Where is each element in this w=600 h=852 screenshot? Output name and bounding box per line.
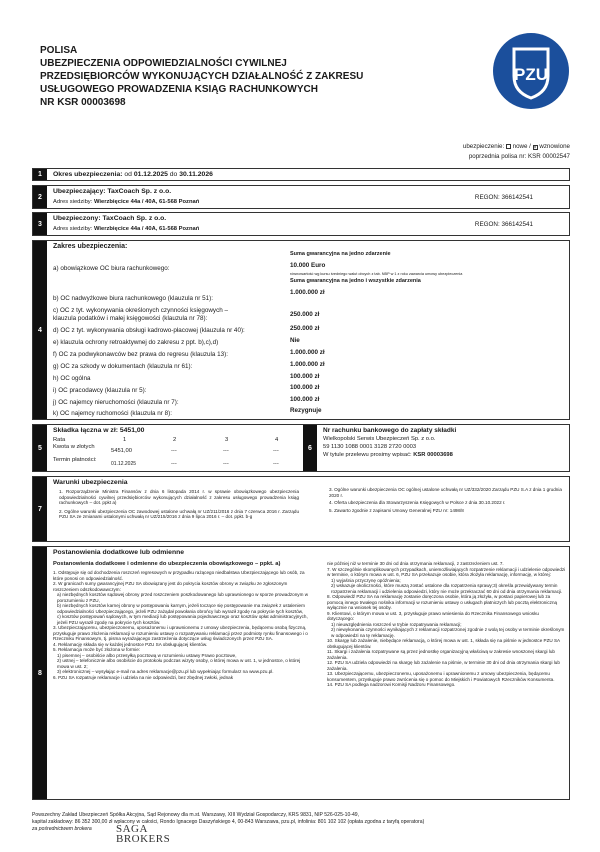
- insured-regon: REGON: 366142541: [474, 221, 533, 228]
- provision-item: 2. W granicach sumy gwarancyjnej PZU SA obowiązany jest do pokrycia kosztów obrony w związku ze zgłoszonym roszczeniem odszkodowawczym:: [53, 581, 288, 592]
- provision-item: 10. Skargę lub zażalenie, niebędące reklamacją, o której mowa w ust. 1, składa się na piśmie w jednostce PZU SA obsługującej klientów.: [327, 638, 560, 649]
- installment-due: ---: [273, 461, 279, 467]
- coverage-item-value: Rezygnuje: [290, 407, 322, 414]
- provision-item: 9. Klientowi, o którym mowa w ust. 3, przysługuje prawo wniesienia do Rzecznika Finansowego wniosku dotyczącego:: [327, 610, 539, 621]
- provision-item: 6. PZU SA rozpatruje reklamacje i udziela na nie odpowiedzi, bez zbędnej zwłoki, jednak: [53, 674, 234, 680]
- coverage-item-label: b) OC nadwyżkowe biura rachunkowego (klauzula nr 51):: [53, 295, 213, 302]
- bank-title: Nr rachunku bankowego do zapłaty składki: [323, 427, 457, 434]
- logo-text: PZU: [514, 65, 548, 84]
- provisions-title: Postanowienia dodatkowe lub odmienne: [53, 549, 185, 556]
- policyholder-address: Wierzbięcice 44a / 40A, 61-568 Poznań: [93, 199, 200, 205]
- terms-item: 4. Oferta ubezpieczenia dla Stowarzyszenia Księgowych w Polsce z dnia 30.10.2022 r.: [329, 500, 506, 505]
- installment-amount: 5451,00: [111, 448, 132, 454]
- section-number: 5: [33, 425, 47, 471]
- installment-due: ---: [223, 461, 229, 467]
- policy-status: ubezpieczenie: nowe / × wznowione poprzednia polisa nr: KSR 00002547: [390, 142, 570, 162]
- coverage-item-value: Nie: [290, 337, 300, 344]
- provision-item: 13. Ubezpieczającemu, ubezpieczonemu, uposażonemu i uprawnionemu z umowy ubezpieczenia, będącemu konsumentem, przysługuje prawo zwrócenia się o pomoc do Miejskich i Powiatowych Rzeczników Konsumenta.: [327, 671, 555, 682]
- limit-header-aggregate: Suma gwarancyjna na jedno i wszystkie zdarzenia: [290, 278, 421, 284]
- terms-item: 3. Ogólne warunki ubezpieczenia OC ogólnej ustalone uchwałą nr UZ/332/2020 Zarządu PZU S.A z dnia 1 grudnia 2020 r.: [329, 487, 562, 498]
- provision-item: 1) wyjaśnia przyczynę opóźnienia;: [331, 577, 401, 583]
- coverage-item-value: 100.000 zł: [290, 384, 320, 391]
- coverage-item-label: h) OC ogólna: [53, 375, 91, 382]
- provision-item: nie później niż w terminie 30 dni od dnia otrzymania reklamacji, z zastrzeżeniem ust. 7.: [327, 561, 504, 566]
- coverage-item-value: 100.000 zł: [290, 373, 320, 380]
- installment-amount: ---: [223, 448, 229, 454]
- provision-item: 1) pisemnej – osobiście albo przesyłką pocztową w rozumieniu ustawy Prawo pocztowe,: [57, 652, 237, 658]
- section-number: 3: [33, 213, 47, 235]
- installment-number: 4: [275, 437, 279, 443]
- provision-item: b) niezbędnych kosztów karnej obrony w postępowaniu karnym, jeżeli toczące się postępowanie ma związek z ustaleniem odpowiedzialności Ubezpieczającego, jeżeli PZU zażądał powołania obrońcy lub wyraził zgodę na pokrycie tych kosztów,: [57, 603, 305, 614]
- section-number: 1: [33, 169, 47, 180]
- terms-title: Warunki ubezpieczenia: [53, 479, 128, 486]
- installment-number: 3: [225, 437, 229, 443]
- policyholder-regon: REGON: 366142541: [474, 194, 533, 201]
- premium-total: Składka łączna w zł: 5451,00: [53, 427, 145, 434]
- coverage-item-value: 1.000.000 zł: [290, 361, 325, 368]
- installment-number: 2: [173, 437, 177, 443]
- provision-item: 3. Ubezpieczającemu, ubezpieczonemu, uposażonemu i uprawnionemu z umowy ubezpieczenia, będącemu osobą fizyczną, przysługuje prawo złożenia reklamacji w rozumieniu ustawy o rozpatrywaniu reklamacji przez podmioty rynku finansowego i o Rzeczniku Finansowym, tj. pisma wyrażającego zastrzeżenia dotyczące usług świadczonych przez PZU SA.: [53, 625, 308, 641]
- policy-header: [40, 44, 380, 109]
- installment-number: 1: [123, 437, 127, 443]
- section-number: 6: [303, 425, 317, 471]
- provisions-subtitle: Postanowienia dodatkowe i odmienne do ubezpieczenia obowiązkowego – ppkt. a): [53, 561, 281, 567]
- currency-note: równowartość wg kursu średniego walut obcych z tab. NBP w 1 z roku zawarcia umowy ubezpieczenia: [290, 272, 463, 276]
- previous-policy: poprzednia polisa nr: KSR 00002547: [468, 153, 570, 160]
- section-terms: [32, 476, 570, 542]
- payment-reference: KSR 00003698: [413, 452, 453, 458]
- coverage-item-label: i) OC pracodawcy (klauzula nr 5):: [53, 387, 147, 394]
- provision-item: a) niezbędnych kosztów sądowej obrony przed roszczeniem poszkodowanego lub uprawnionego w sporze prowadzonym w porozumieniu z PZU,: [57, 592, 309, 603]
- terms-item: 2. Ogólne warunki ubezpieczenia OC zawodowej ustalone uchwałą nr UZ/211/2016 z dnia 7 czerwca 2016 r. Zarządu PZU SA ze zmianami ustalonymi uchwałą nr UZ/215/2016 z dnia 9 lipca 2016 r. – dot. ppkt. b-g: [59, 508, 299, 519]
- section-insurance-period: 1 Okres ubezpieczenia: od 01.12.2025 do 30.11.2026: [32, 168, 570, 181]
- checkbox-renewal[interactable]: ×: [533, 144, 537, 151]
- section-additional-provisions: [32, 546, 570, 800]
- section-number: 8: [33, 547, 47, 799]
- coverage-item-label: klauzula podatków i małej księgowości (klauzula nr 78):: [53, 315, 208, 322]
- footer: [32, 812, 572, 832]
- insured-address: Wierzbięcice 44a / 40A, 61-568 Poznań: [93, 226, 200, 232]
- section-insured: 3 Ubezpieczony: TaxCoach Sp. z o.o. Adres siedziby: Wierzbięcice 44a / 40A, 61-568 Poznań REGON: 366142541: [32, 212, 570, 236]
- provision-item: 2) wskazuje okoliczności, które muszą zostać ustalone dla rozpatrzenia sprawy;3) określa przewidywany termin rozpatrzenia reklamacji i udzielenia odpowiedzi, który nie może przekraczać 60 dni od dnia otrzymania reklamacji.: [331, 583, 563, 594]
- provision-item: 11. Skargi i zażalenia rozpatrywane są przez jednostkę organizacyjną właściwą w zakresie wnoszonej skargi lub zażalenia.: [327, 649, 555, 660]
- section-number: 7: [33, 477, 47, 541]
- bank-account: 59 1130 1088 0001 3128 2720 0003: [323, 444, 417, 450]
- period-to: 30.11.2026: [179, 171, 213, 178]
- coverage-item-label: g) OC za szkody w dokumentach (klauzula nr 61):: [53, 363, 193, 370]
- provision-item: 4. Reklamację składa się w każdej jednostce PZU SA obsługującej klientów.: [53, 641, 208, 647]
- coverage-item-label: a) obowiązkowe OC biura rachunkowego:: [53, 265, 170, 272]
- coverage-item-label: j) OC najemcy nieruchomości (klauzula nr 7):: [53, 399, 179, 406]
- header-line: UBEZPIECZENIA ODPOWIEDZIALNOŚCI CYWILNEJ: [40, 58, 287, 69]
- coverage-item-value: 250.000 zł: [290, 325, 320, 332]
- provision-item: 7. W szczególnie skomplikowanych przypadkach, uniemożliwiających rozpatrzenie reklamacji i udzielenie odpowiedzi w terminie, o którym mowa w ust. 6, PZU SA przekazuje osobie, która złożyła reklamację, informację, w której:: [327, 566, 566, 577]
- pzu-logo: [492, 32, 570, 110]
- coverage-item-value: 1.000.000 zł: [290, 349, 325, 356]
- coverage-title: Zakres ubezpieczenia:: [53, 243, 128, 250]
- provision-item: 2) niewykonania czynności wynikających z reklamacji rozpatrzonej zgodnie z wolą tej osoby w terminie określonym w odpowiedzi na tę reklamację.: [331, 627, 565, 638]
- broker-label: za pośrednictwem brokera: [32, 825, 92, 832]
- policyholder-name: TaxCoach Sp. z o.o.: [107, 188, 172, 195]
- coverage-item-value: 250.000 zł: [290, 311, 320, 318]
- coverage-item-value: 10.000 Euro: [290, 262, 326, 269]
- section-policyholder: 2 Ubezpieczający: TaxCoach Sp. z o.o. Adres siedziby: Wierzbięcice 44a / 40A, 61-568 Poznań REGON: 366142541: [32, 185, 570, 209]
- provision-item: 3) elektronicznej – wysyłając e-mail na adres reklamacje@pzu.pl lub wypełniając formularz na www.pzu.pl.: [57, 669, 274, 674]
- header-line: POLISA: [40, 45, 78, 56]
- installment-due: 01.12.2025: [111, 461, 137, 467]
- installment-amount: ---: [273, 448, 279, 454]
- footer-company: Powszechny Zakład Ubezpieczeń Spółka Akcyjna, Sąd Rejonowy dla m.st. Warszawy, XIII Wydział Gospodarczy, KRS 9831, NIP 526-025-10-49,: [32, 812, 360, 818]
- provision-item: 5. Reklamacja może być złożona w formie:: [53, 647, 141, 652]
- new-label: nowe /: [512, 143, 531, 150]
- provision-item: 8. Odpowiedź PZU SA na reklamację zostanie doręczona osobie, która ją złożyła, w postaci papierowej lub za pomocą innego trwałego nośnika informacji w rozumieniu ustawy o usługach płatniczych lub pocztą elektroniczną wyłącznie na wniosek tej osoby.: [327, 594, 558, 610]
- header-line: PRZEDSIĘBIORCÓW WYKONUJĄCYCH DZIAŁALNOŚĆ Z ZAKRESU: [40, 71, 364, 82]
- saga-brokers-logo: SAGA BROKERS: [116, 823, 171, 845]
- installment-due: ---: [171, 461, 177, 467]
- provision-item: 14. PZU SA podlega nadzorowi Komisji Nadzoru Finansowego.: [327, 682, 456, 687]
- limit-header-single: Suma gwarancyjna na jedno zdarzenie: [290, 251, 391, 257]
- provision-item: 2) ustnej – telefonicznie albo osobiście do protokołu podczas wizyty osoby, o której mowa w ust. 1, w jednostce, o której mowa w ust. 2;: [57, 658, 301, 669]
- coverage-item-label: c) OC z tyt. wykonywania określonych czynności księgowych –: [53, 307, 228, 314]
- provision-item: 1. Odstępuje się od dochodzenia roszczeń regresowych w przypadku rażącego niedbalstwa Ubezpieczającego lub osób, za które ponosi on odpowiedzialność.: [53, 570, 305, 581]
- header-line: USŁUGOWEGO PROWADZENIA KSIĄG RACHUNKOWYCH: [40, 84, 318, 95]
- installment-amount: ---: [171, 448, 177, 454]
- section-number: 4: [33, 241, 47, 419]
- coverage-item-value: 100.000 zł: [290, 396, 320, 403]
- provision-item: 1) nieuwzględnienia roszczeń w trybie rozpatrywania reklamacji;: [331, 621, 462, 627]
- footer-capital: kapitał zakładowy: 86 352 300,00 zł wpłacony w całości, Rondo Ignacego Daszyńskiego 4, 00-843 Warszawa, pzu.pl, infolinia: 801 102 102 (opłata zgodna z taryfą operatora): [32, 818, 425, 825]
- policy-number: NR KSR 00003698: [40, 97, 126, 108]
- insured-name: TaxCoach Sp. z o.o.: [102, 215, 167, 222]
- coverage-item-value: 1.000.000 zł: [290, 289, 325, 296]
- coverage-item-label: f) OC za podwykonawców bez prawa do regresu (klauzula 13):: [53, 351, 228, 358]
- bank-name: Wielkopolski Serwis Ubezpieczeń Sp. z o.o.: [323, 436, 436, 442]
- provision-item: 12. PZU SA udziela odpowiedzi na skargę lub zażalenie na piśmie, w terminie 30 dni od dnia otrzymania skargi lub zażalenia.: [327, 660, 560, 671]
- renewal-label: wznowione: [539, 143, 570, 150]
- provision-item: c) kosztów postępowań sądowych, w tym mediacji lub postępowania pojednawczego oraz kosztów opłat administracyjnych, jeżeli PZU wyraził zgodę na pokrycie tych kosztów.: [57, 614, 308, 625]
- coverage-item-label: d) OC z tyt. wykonywania obsługi kadrowo-płacowej (klauzula nr 40):: [53, 327, 245, 334]
- terms-item: 5. Zawarto zgodnie z zapisami Umowy Generalnej PZU nr: 1498/8: [329, 507, 464, 513]
- section-number: 2: [33, 186, 47, 208]
- period-from: 01.12.2025: [133, 171, 168, 178]
- checkbox-new[interactable]: [506, 144, 511, 149]
- terms-item: 1. Rozporządzenie Ministra Finansów z dnia 6 listopada 2014 r. w sprawie obowiązkowego ubezpieczenia odpowiedzialności cywilnej przedsiębiorców wykonujących działalność z zakresu usługowego prowadzenia ksiąg rachunkowych – dot. ppkt a): [59, 489, 299, 505]
- section-coverage: [32, 240, 570, 420]
- section-premium-bank: 5 Składka łączna w zł: 5451,00 Rata 1 2 3 4 Kwota w złotych 5451,00 --- --- --- Termin płatności: 01.12.2025 --- --- --- 6 Nr rachunku bankowego do zapłaty składki Wielkopolski Serwis Ubezpieczeń Sp. z o.o. 59 1130 1088 0001 3128 2720 0003 W tytule przelewu prosimy wpisać: KSR 00003698: [32, 424, 570, 472]
- coverage-item-label: e) klauzula ochrony retroaktywnej do zakresu z ppt. b),c),d): [53, 339, 219, 346]
- coverage-item-label: k) OC najemcy ruchomości (klauzula nr 8):: [53, 410, 172, 417]
